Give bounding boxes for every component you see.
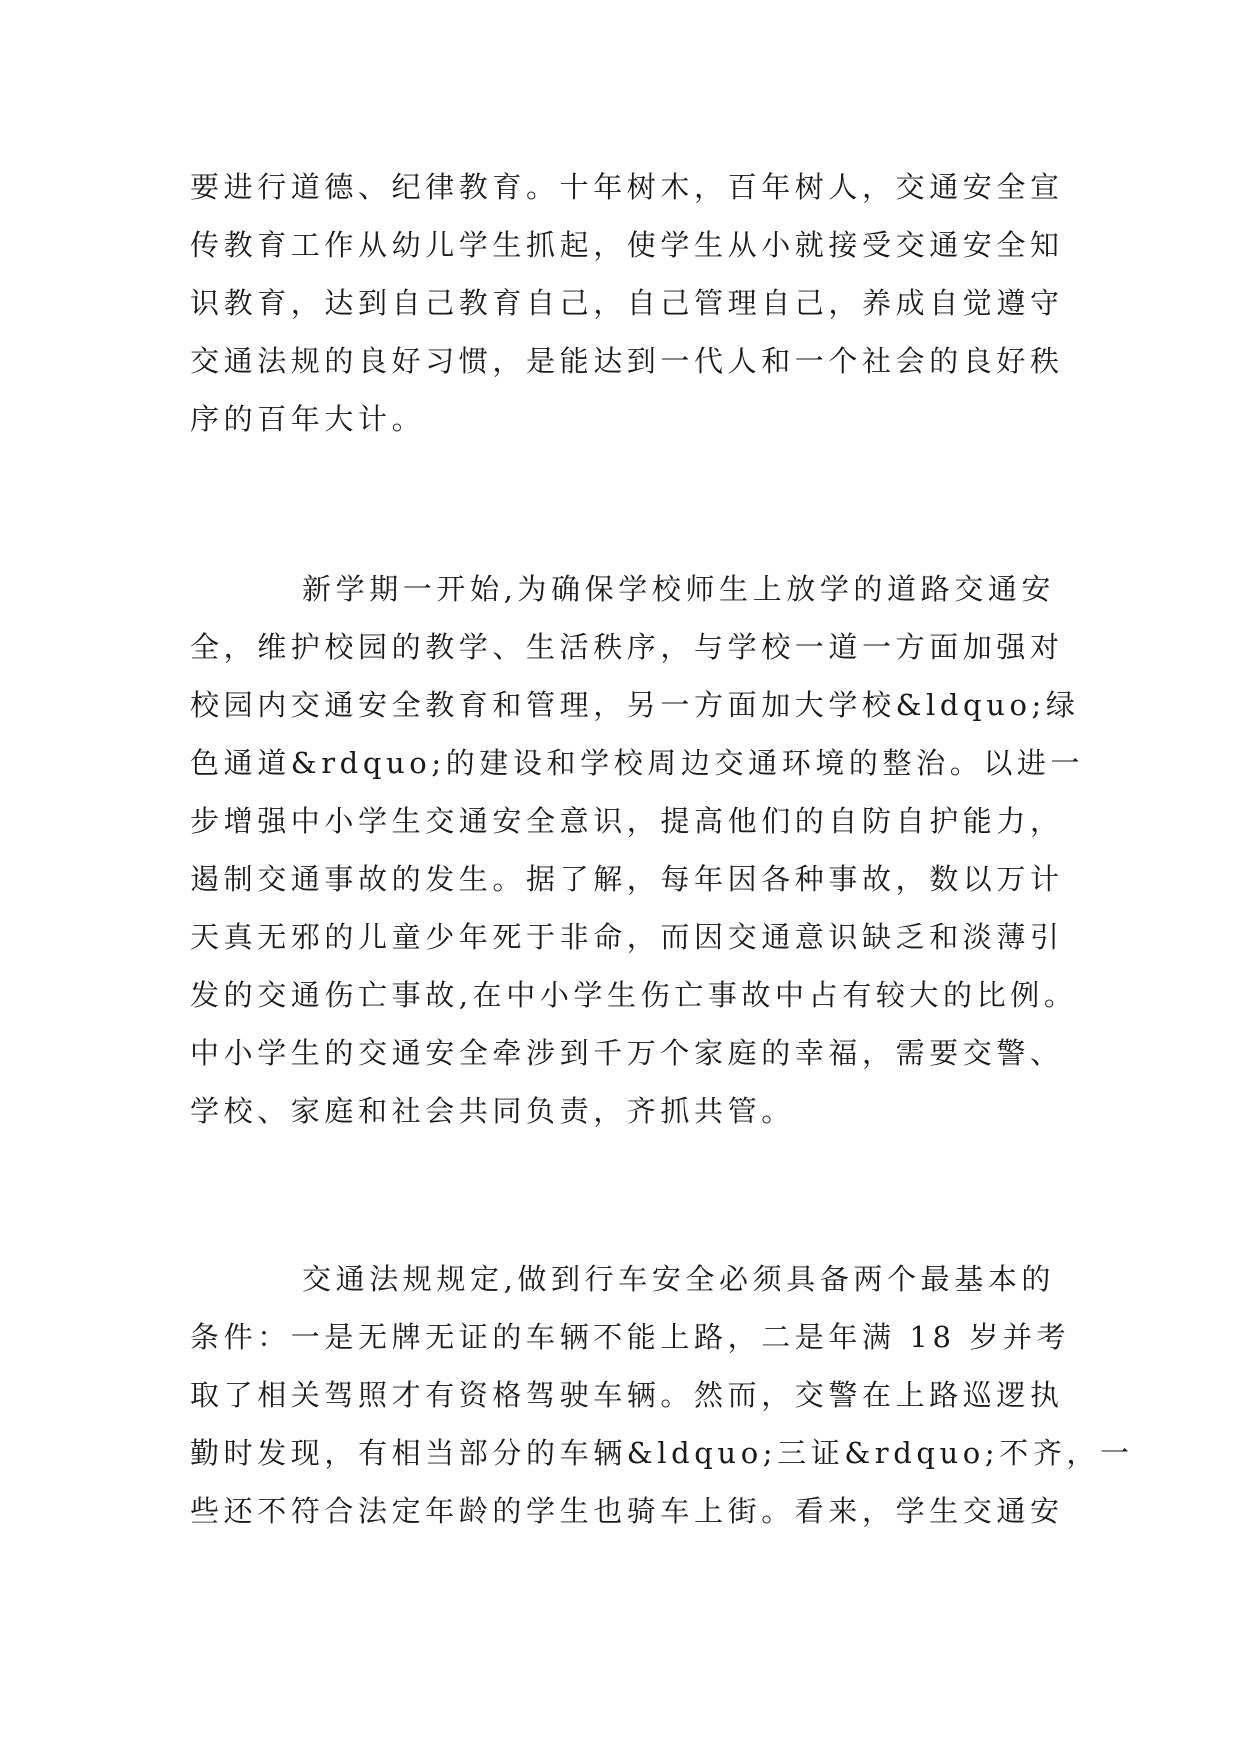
text-line: 条件：一是无牌无证的车辆不能上路，二是年满 18 岁并考 <box>190 1320 1071 1354</box>
paragraph-1 <box>190 158 1090 448</box>
text-line: 传教育工作从幼儿学生抓起，使学生从小就接受交通安全知 <box>190 228 1064 262</box>
text-line: 步增强中小学生交通安全意识，提高他们的自防自护能力， <box>190 804 1064 838</box>
text-line: 交通法规的良好习惯，是能达到一代人和一个社会的良好秩 <box>190 344 1064 378</box>
text-line: 学校、家庭和社会共同负责，齐抓共管。 <box>190 1094 795 1128</box>
text-line: 色通道&rdquo;的建设和学校周边交通环境的整治。以进一 <box>190 746 1085 780</box>
paragraph-2 <box>190 560 1090 1140</box>
text-line: 校园内交通安全教育和管理，另一方面加大学校&ldquo;绿 <box>190 688 1080 722</box>
text-line: 发的交通伤亡事故,在中小学生伤亡事故中占有较大的比例。 <box>190 978 1078 1012</box>
text-line: 识教育，达到自己教育自己，自己管理自己，养成自觉遵守 <box>190 286 1064 320</box>
text-line: 勤时发现，有相当部分的车辆&ldquo;三证&rdquo;不齐，一 <box>190 1436 1134 1470</box>
paragraph-3 <box>190 1250 1134 1540</box>
text-line: 取了相关驾照才有资格驾驶车辆。然而，交警在上路巡逻执 <box>190 1378 1064 1412</box>
text-line: 遏制交通事故的发生。据了解，每年因各种事故，数以万计 <box>190 862 1064 896</box>
text-line: 序的百年大计。 <box>190 402 426 436</box>
text-line: 中小学生的交通安全牵涉到千万个家庭的幸福，需要交警、 <box>190 1036 1064 1070</box>
text-line-indented: 新学期一开始,为确保学校师生上放学的道路交通安 <box>302 572 1056 606</box>
text-line: 天真无邪的儿童少年死于非命，而因交通意识缺乏和淡薄引 <box>190 920 1064 954</box>
text-line: 要进行道德、纪律教育。十年树木，百年树人，交通安全宣 <box>190 170 1064 204</box>
text-line: 全，维护校园的教学、生活秩序，与学校一道一方面加强对 <box>190 630 1064 664</box>
text-line-indented: 交通法规规定,做到行车安全必须具备两个最基本的 <box>302 1262 1056 1296</box>
text-line: 些还不符合法定年龄的学生也骑车上街。看来，学生交通安 <box>190 1494 1064 1528</box>
